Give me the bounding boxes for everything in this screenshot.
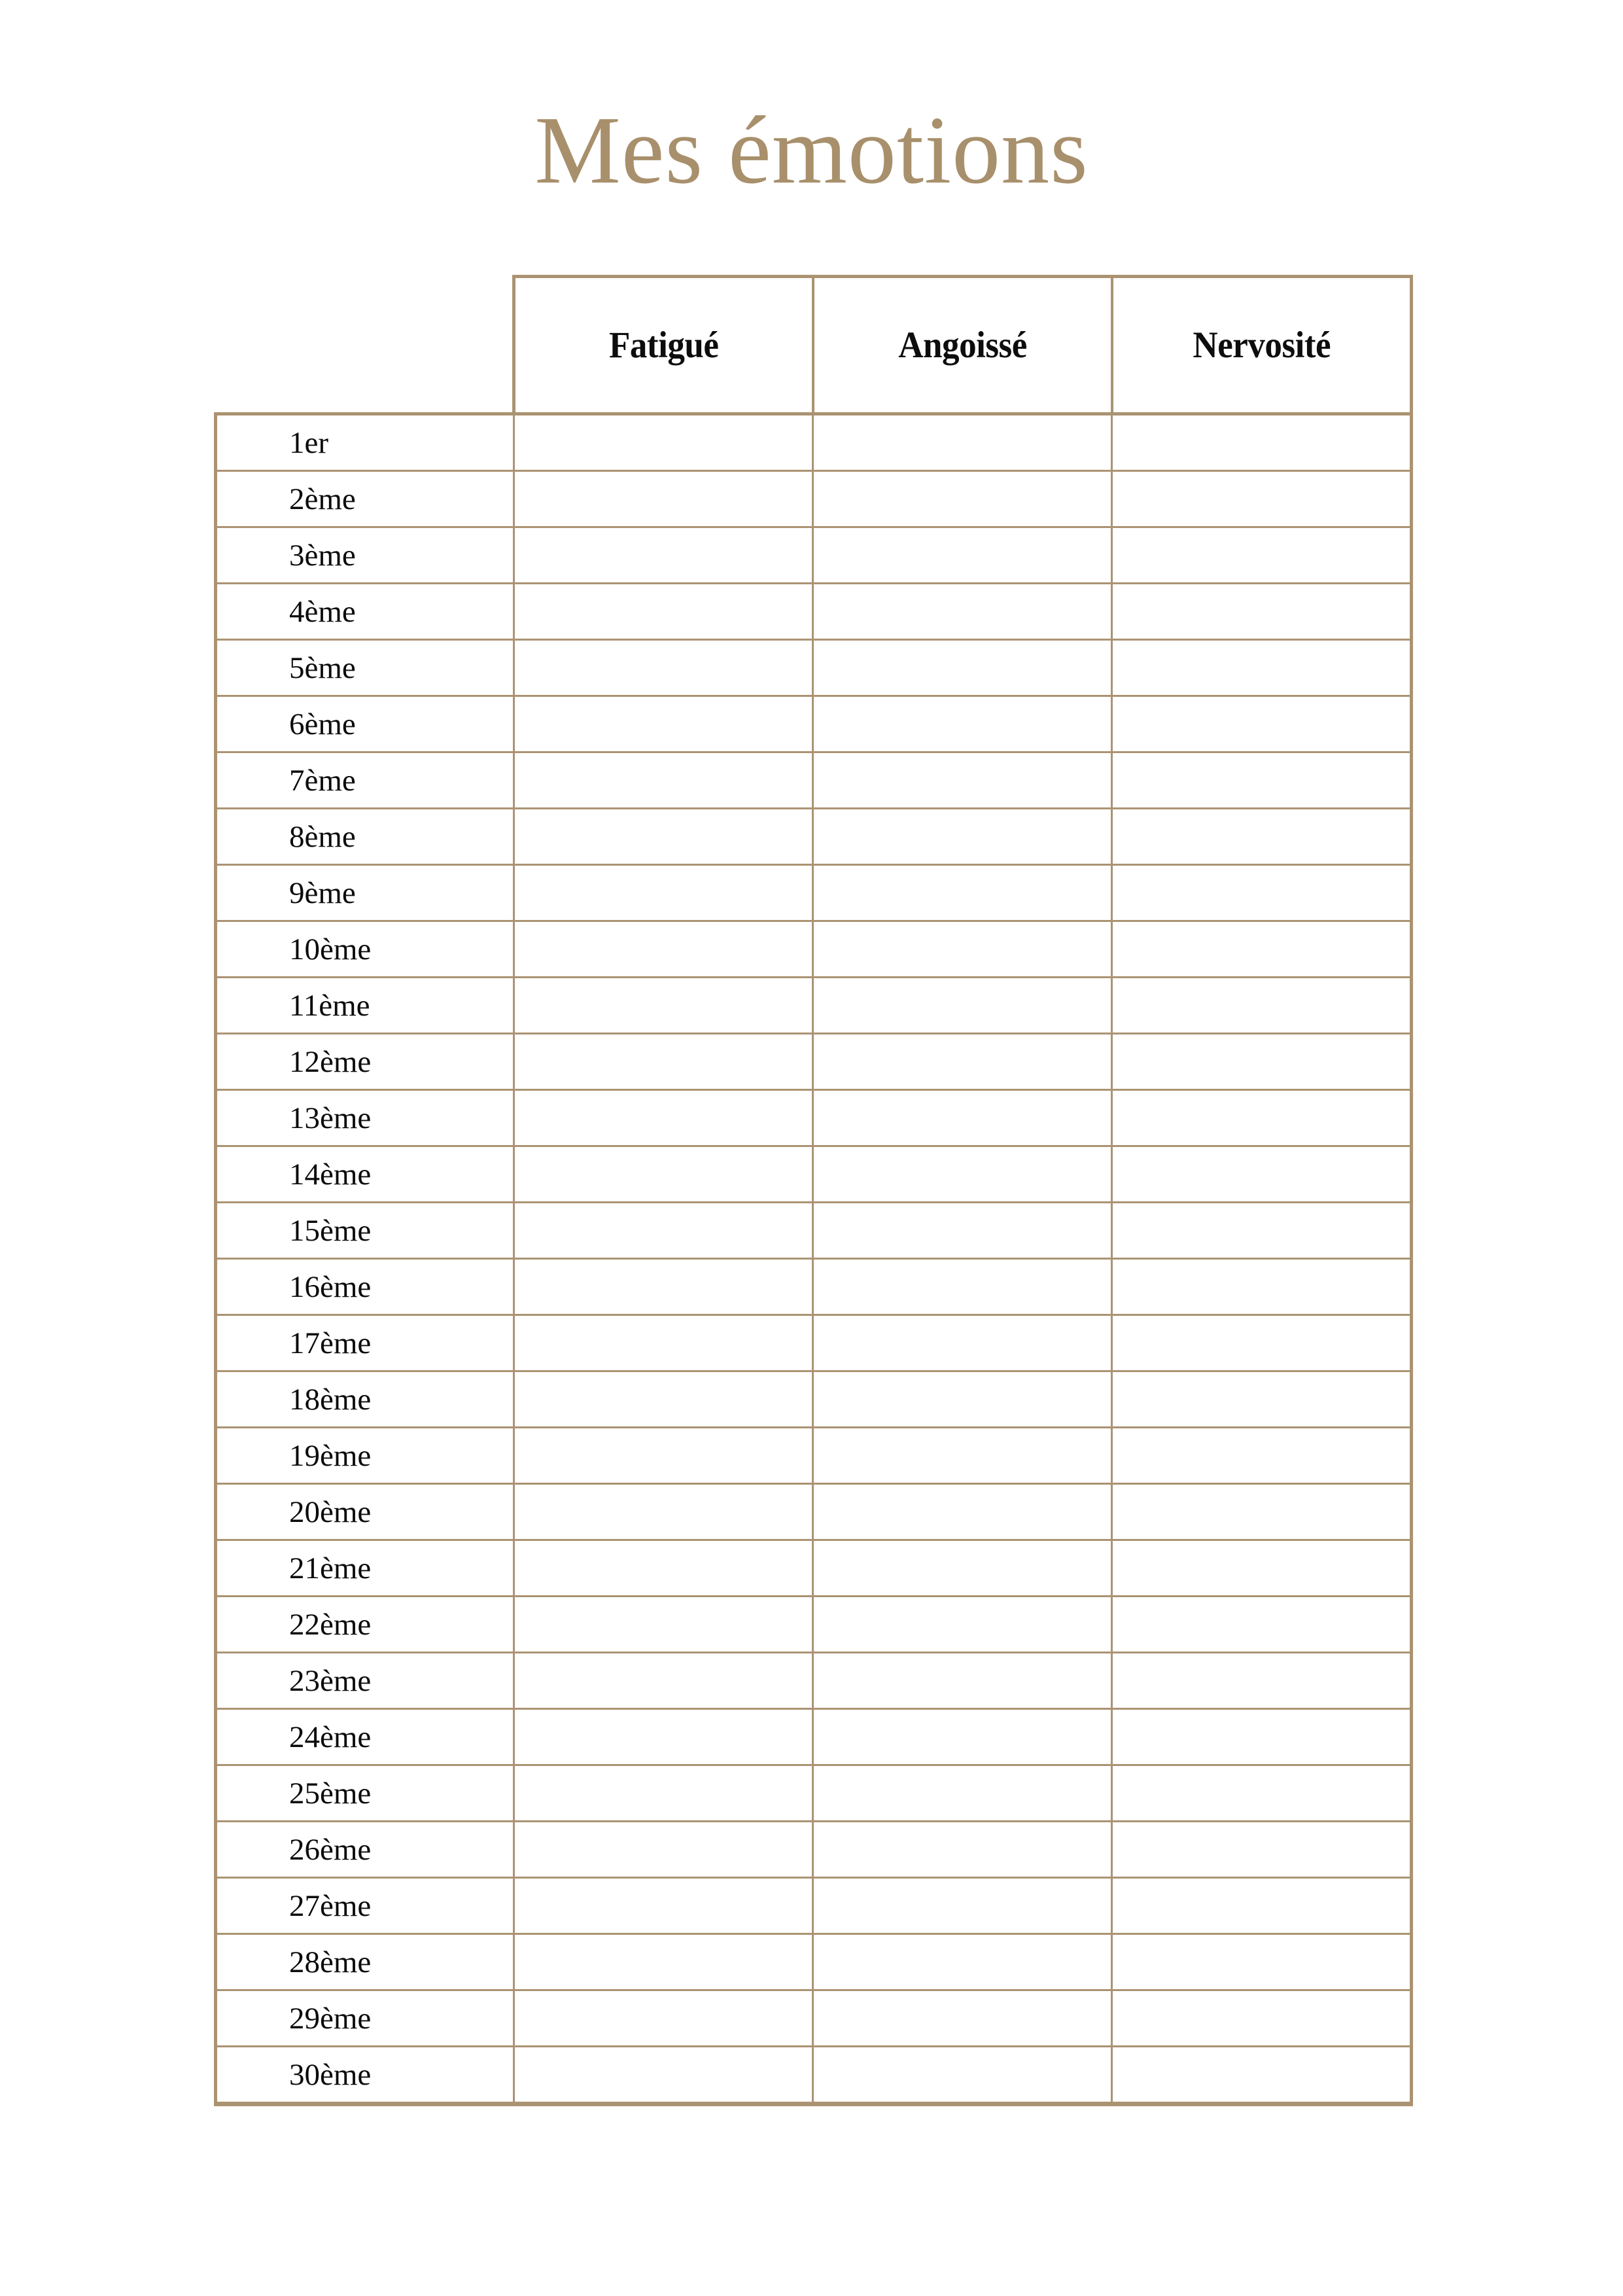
entry-cell-fatigue[interactable] bbox=[514, 752, 813, 809]
row-label-cell: 25ème bbox=[216, 1765, 514, 1822]
entry-cell-angoisse[interactable] bbox=[813, 584, 1112, 640]
entry-cell-fatigue[interactable] bbox=[514, 1315, 813, 1371]
column-header-fatigue: Fatigué bbox=[524, 277, 802, 414]
entry-cell-fatigue[interactable] bbox=[514, 1878, 813, 1934]
row-label-cell: 14ème bbox=[216, 1146, 514, 1203]
table-head bbox=[216, 277, 1412, 414]
row-label-cell: 21ème bbox=[216, 1540, 514, 1597]
table-row bbox=[216, 696, 1412, 752]
row-label-cell: 2ème bbox=[216, 471, 514, 527]
column-header-nervosite: Nervosité bbox=[1123, 277, 1401, 414]
entry-cell-angoisse[interactable] bbox=[813, 1034, 1112, 1090]
table-row bbox=[216, 1822, 1412, 1878]
entry-cell-fatigue[interactable] bbox=[514, 1540, 813, 1597]
row-label-cell: 1er bbox=[216, 414, 514, 471]
row-label-cell: 17ème bbox=[216, 1315, 514, 1371]
entry-cell-angoisse[interactable] bbox=[813, 1990, 1112, 2047]
entry-cell-angoisse[interactable] bbox=[813, 809, 1112, 865]
row-label-cell: 16ème bbox=[216, 1259, 514, 1315]
entry-cell-fatigue[interactable] bbox=[514, 1990, 813, 2047]
entry-cell-angoisse[interactable] bbox=[813, 414, 1112, 471]
entry-cell-nervosite[interactable] bbox=[1112, 1597, 1412, 1653]
table-row bbox=[216, 1371, 1412, 1428]
row-label-cell: 19ème bbox=[216, 1428, 514, 1484]
entry-cell-nervosite[interactable] bbox=[1112, 1034, 1412, 1090]
entry-cell-fatigue[interactable] bbox=[514, 584, 813, 640]
entry-cell-nervosite[interactable] bbox=[1112, 1371, 1412, 1428]
entry-cell-angoisse[interactable] bbox=[813, 1146, 1112, 1203]
entry-cell-angoisse[interactable] bbox=[813, 865, 1112, 921]
row-label-cell: 5ème bbox=[216, 640, 514, 696]
entry-cell-angoisse[interactable] bbox=[813, 471, 1112, 527]
table-row bbox=[216, 1484, 1412, 1540]
row-label-cell: 26ème bbox=[216, 1822, 514, 1878]
entry-cell-nervosite[interactable] bbox=[1112, 1315, 1412, 1371]
table-row bbox=[216, 414, 1412, 471]
entry-cell-nervosite[interactable] bbox=[1112, 865, 1412, 921]
entry-cell-angoisse[interactable] bbox=[813, 2047, 1112, 2104]
entry-cell-nervosite[interactable] bbox=[1112, 584, 1412, 640]
table-row bbox=[216, 640, 1412, 696]
entry-cell-nervosite[interactable] bbox=[1112, 809, 1412, 865]
entry-cell-fatigue[interactable] bbox=[514, 414, 813, 471]
table-row bbox=[216, 809, 1412, 865]
table-row bbox=[216, 1990, 1412, 2047]
entry-cell-fatigue[interactable] bbox=[514, 1653, 813, 1709]
entry-cell-nervosite[interactable] bbox=[1112, 978, 1412, 1034]
table-body bbox=[216, 414, 1412, 2104]
row-label-cell: 8ème bbox=[216, 809, 514, 865]
page-title: Mes émotions bbox=[534, 97, 1089, 205]
entry-cell-fatigue[interactable] bbox=[514, 640, 813, 696]
entry-cell-angoisse[interactable] bbox=[813, 1428, 1112, 1484]
entry-cell-nervosite[interactable] bbox=[1112, 1765, 1412, 1822]
entry-cell-fatigue[interactable] bbox=[514, 1090, 813, 1146]
table-row bbox=[216, 1653, 1412, 1709]
table-row bbox=[216, 1934, 1412, 1990]
entry-cell-angoisse[interactable] bbox=[813, 1765, 1112, 1822]
table-row bbox=[216, 1709, 1412, 1765]
entry-cell-angoisse[interactable] bbox=[813, 1934, 1112, 1990]
entry-cell-fatigue[interactable] bbox=[514, 1146, 813, 1203]
entry-cell-angoisse[interactable] bbox=[813, 1259, 1112, 1315]
row-label-cell: 24ème bbox=[216, 1709, 514, 1765]
table-corner-cell bbox=[216, 277, 514, 414]
entry-cell-fatigue[interactable] bbox=[514, 1034, 813, 1090]
entry-cell-nervosite[interactable] bbox=[1112, 752, 1412, 809]
entry-cell-angoisse[interactable] bbox=[813, 752, 1112, 809]
row-label-cell: 10ème bbox=[216, 921, 514, 978]
entry-cell-angoisse[interactable] bbox=[813, 1822, 1112, 1878]
entry-cell-nervosite[interactable] bbox=[1112, 1259, 1412, 1315]
entry-cell-nervosite[interactable] bbox=[1112, 1484, 1412, 1540]
entry-cell-fatigue[interactable] bbox=[514, 696, 813, 752]
row-label-cell: 7ème bbox=[216, 752, 514, 809]
entry-cell-fatigue[interactable] bbox=[514, 1203, 813, 1259]
table-row bbox=[216, 1146, 1412, 1203]
row-label-cell: 13ème bbox=[216, 1090, 514, 1146]
entry-cell-fatigue[interactable] bbox=[514, 527, 813, 584]
entry-cell-angoisse[interactable] bbox=[813, 696, 1112, 752]
entry-cell-angoisse[interactable] bbox=[813, 1090, 1112, 1146]
table-row bbox=[216, 2047, 1412, 2104]
entry-cell-angoisse[interactable] bbox=[813, 1315, 1112, 1371]
row-label-cell: 22ème bbox=[216, 1597, 514, 1653]
entry-cell-angoisse[interactable] bbox=[813, 1709, 1112, 1765]
entry-cell-nervosite[interactable] bbox=[1112, 1540, 1412, 1597]
table-row bbox=[216, 1597, 1412, 1653]
table-row bbox=[216, 527, 1412, 584]
table-row bbox=[216, 584, 1412, 640]
entry-cell-nervosite[interactable] bbox=[1112, 1990, 1412, 2047]
entry-cell-fatigue[interactable] bbox=[514, 1428, 813, 1484]
table-row bbox=[216, 978, 1412, 1034]
entry-cell-fatigue[interactable] bbox=[514, 1709, 813, 1765]
row-label-cell: 15ème bbox=[216, 1203, 514, 1259]
entry-cell-angoisse[interactable] bbox=[813, 1540, 1112, 1597]
entry-cell-angoisse[interactable] bbox=[813, 527, 1112, 584]
row-label-cell: 27ème bbox=[216, 1878, 514, 1934]
row-label-cell: 23ème bbox=[216, 1653, 514, 1709]
table-row bbox=[216, 921, 1412, 978]
entry-cell-fatigue[interactable] bbox=[514, 865, 813, 921]
entry-cell-angoisse[interactable] bbox=[813, 1878, 1112, 1934]
entry-cell-nervosite[interactable] bbox=[1112, 1934, 1412, 1990]
entry-cell-angoisse[interactable] bbox=[813, 1597, 1112, 1653]
entry-cell-angoisse[interactable] bbox=[813, 1484, 1112, 1540]
row-label-cell: 9ème bbox=[216, 865, 514, 921]
row-label-cell: 20ème bbox=[216, 1484, 514, 1540]
table-row bbox=[216, 1203, 1412, 1259]
entry-cell-fatigue[interactable] bbox=[514, 1484, 813, 1540]
entry-cell-nervosite[interactable] bbox=[1112, 1203, 1412, 1259]
table-row bbox=[216, 1428, 1412, 1484]
entry-cell-nervosite[interactable] bbox=[1112, 1090, 1412, 1146]
entry-cell-angoisse[interactable] bbox=[813, 1653, 1112, 1709]
entry-cell-nervosite[interactable] bbox=[1112, 1822, 1412, 1878]
row-label-cell: 29ème bbox=[216, 1990, 514, 2047]
entry-cell-fatigue[interactable] bbox=[514, 1934, 813, 1990]
entry-cell-nervosite[interactable] bbox=[1112, 640, 1412, 696]
table-row bbox=[216, 865, 1412, 921]
table-row bbox=[216, 1315, 1412, 1371]
entry-cell-fatigue[interactable] bbox=[514, 471, 813, 527]
entry-cell-fatigue[interactable] bbox=[514, 1597, 813, 1653]
entry-cell-fatigue[interactable] bbox=[514, 921, 813, 978]
table-row bbox=[216, 1878, 1412, 1934]
table-row bbox=[216, 1765, 1412, 1822]
entry-cell-angoisse[interactable] bbox=[813, 921, 1112, 978]
entry-cell-nervosite[interactable] bbox=[1112, 1709, 1412, 1765]
entry-cell-fatigue[interactable] bbox=[514, 2047, 813, 2104]
entry-cell-fatigue[interactable] bbox=[514, 1765, 813, 1822]
entry-cell-fatigue[interactable] bbox=[514, 978, 813, 1034]
table-row bbox=[216, 471, 1412, 527]
emotion-tracker-sheet bbox=[214, 275, 1410, 2106]
table-row bbox=[216, 1259, 1412, 1315]
entry-cell-nervosite[interactable] bbox=[1112, 471, 1412, 527]
entry-cell-angoisse[interactable] bbox=[813, 640, 1112, 696]
entry-cell-angoisse[interactable] bbox=[813, 978, 1112, 1034]
entry-cell-nervosite[interactable] bbox=[1112, 1146, 1412, 1203]
entry-cell-nervosite[interactable] bbox=[1112, 527, 1412, 584]
row-label-cell: 30ème bbox=[216, 2047, 514, 2104]
entry-cell-angoisse[interactable] bbox=[813, 1371, 1112, 1428]
row-label-cell: 11ème bbox=[216, 978, 514, 1034]
column-header-angoisse: Angoissé bbox=[823, 277, 1101, 414]
table-row bbox=[216, 752, 1412, 809]
entry-cell-nervosite[interactable] bbox=[1112, 1653, 1412, 1709]
table-row bbox=[216, 1090, 1412, 1146]
entry-cell-fatigue[interactable] bbox=[514, 809, 813, 865]
entry-cell-fatigue[interactable] bbox=[514, 1259, 813, 1315]
entry-cell-angoisse[interactable] bbox=[813, 1203, 1112, 1259]
entry-cell-fatigue[interactable] bbox=[514, 1822, 813, 1878]
table-header-row bbox=[216, 277, 1412, 414]
entry-cell-nervosite[interactable] bbox=[1112, 2047, 1412, 2104]
row-label-cell: 3ème bbox=[216, 527, 514, 584]
entry-cell-nervosite[interactable] bbox=[1112, 921, 1412, 978]
row-label-cell: 18ème bbox=[216, 1371, 514, 1428]
entry-cell-fatigue[interactable] bbox=[514, 1371, 813, 1428]
table-row bbox=[216, 1540, 1412, 1597]
entry-cell-nervosite[interactable] bbox=[1112, 696, 1412, 752]
row-label-cell: 28ème bbox=[216, 1934, 514, 1990]
row-label-cell: 6ème bbox=[216, 696, 514, 752]
table-row bbox=[216, 1034, 1412, 1090]
entry-cell-nervosite[interactable] bbox=[1112, 414, 1412, 471]
row-label-cell: 12ème bbox=[216, 1034, 514, 1090]
entry-cell-nervosite[interactable] bbox=[1112, 1428, 1412, 1484]
emotion-table bbox=[214, 275, 1413, 2106]
entry-cell-nervosite[interactable] bbox=[1112, 1878, 1412, 1934]
row-label-cell: 4ème bbox=[216, 584, 514, 640]
